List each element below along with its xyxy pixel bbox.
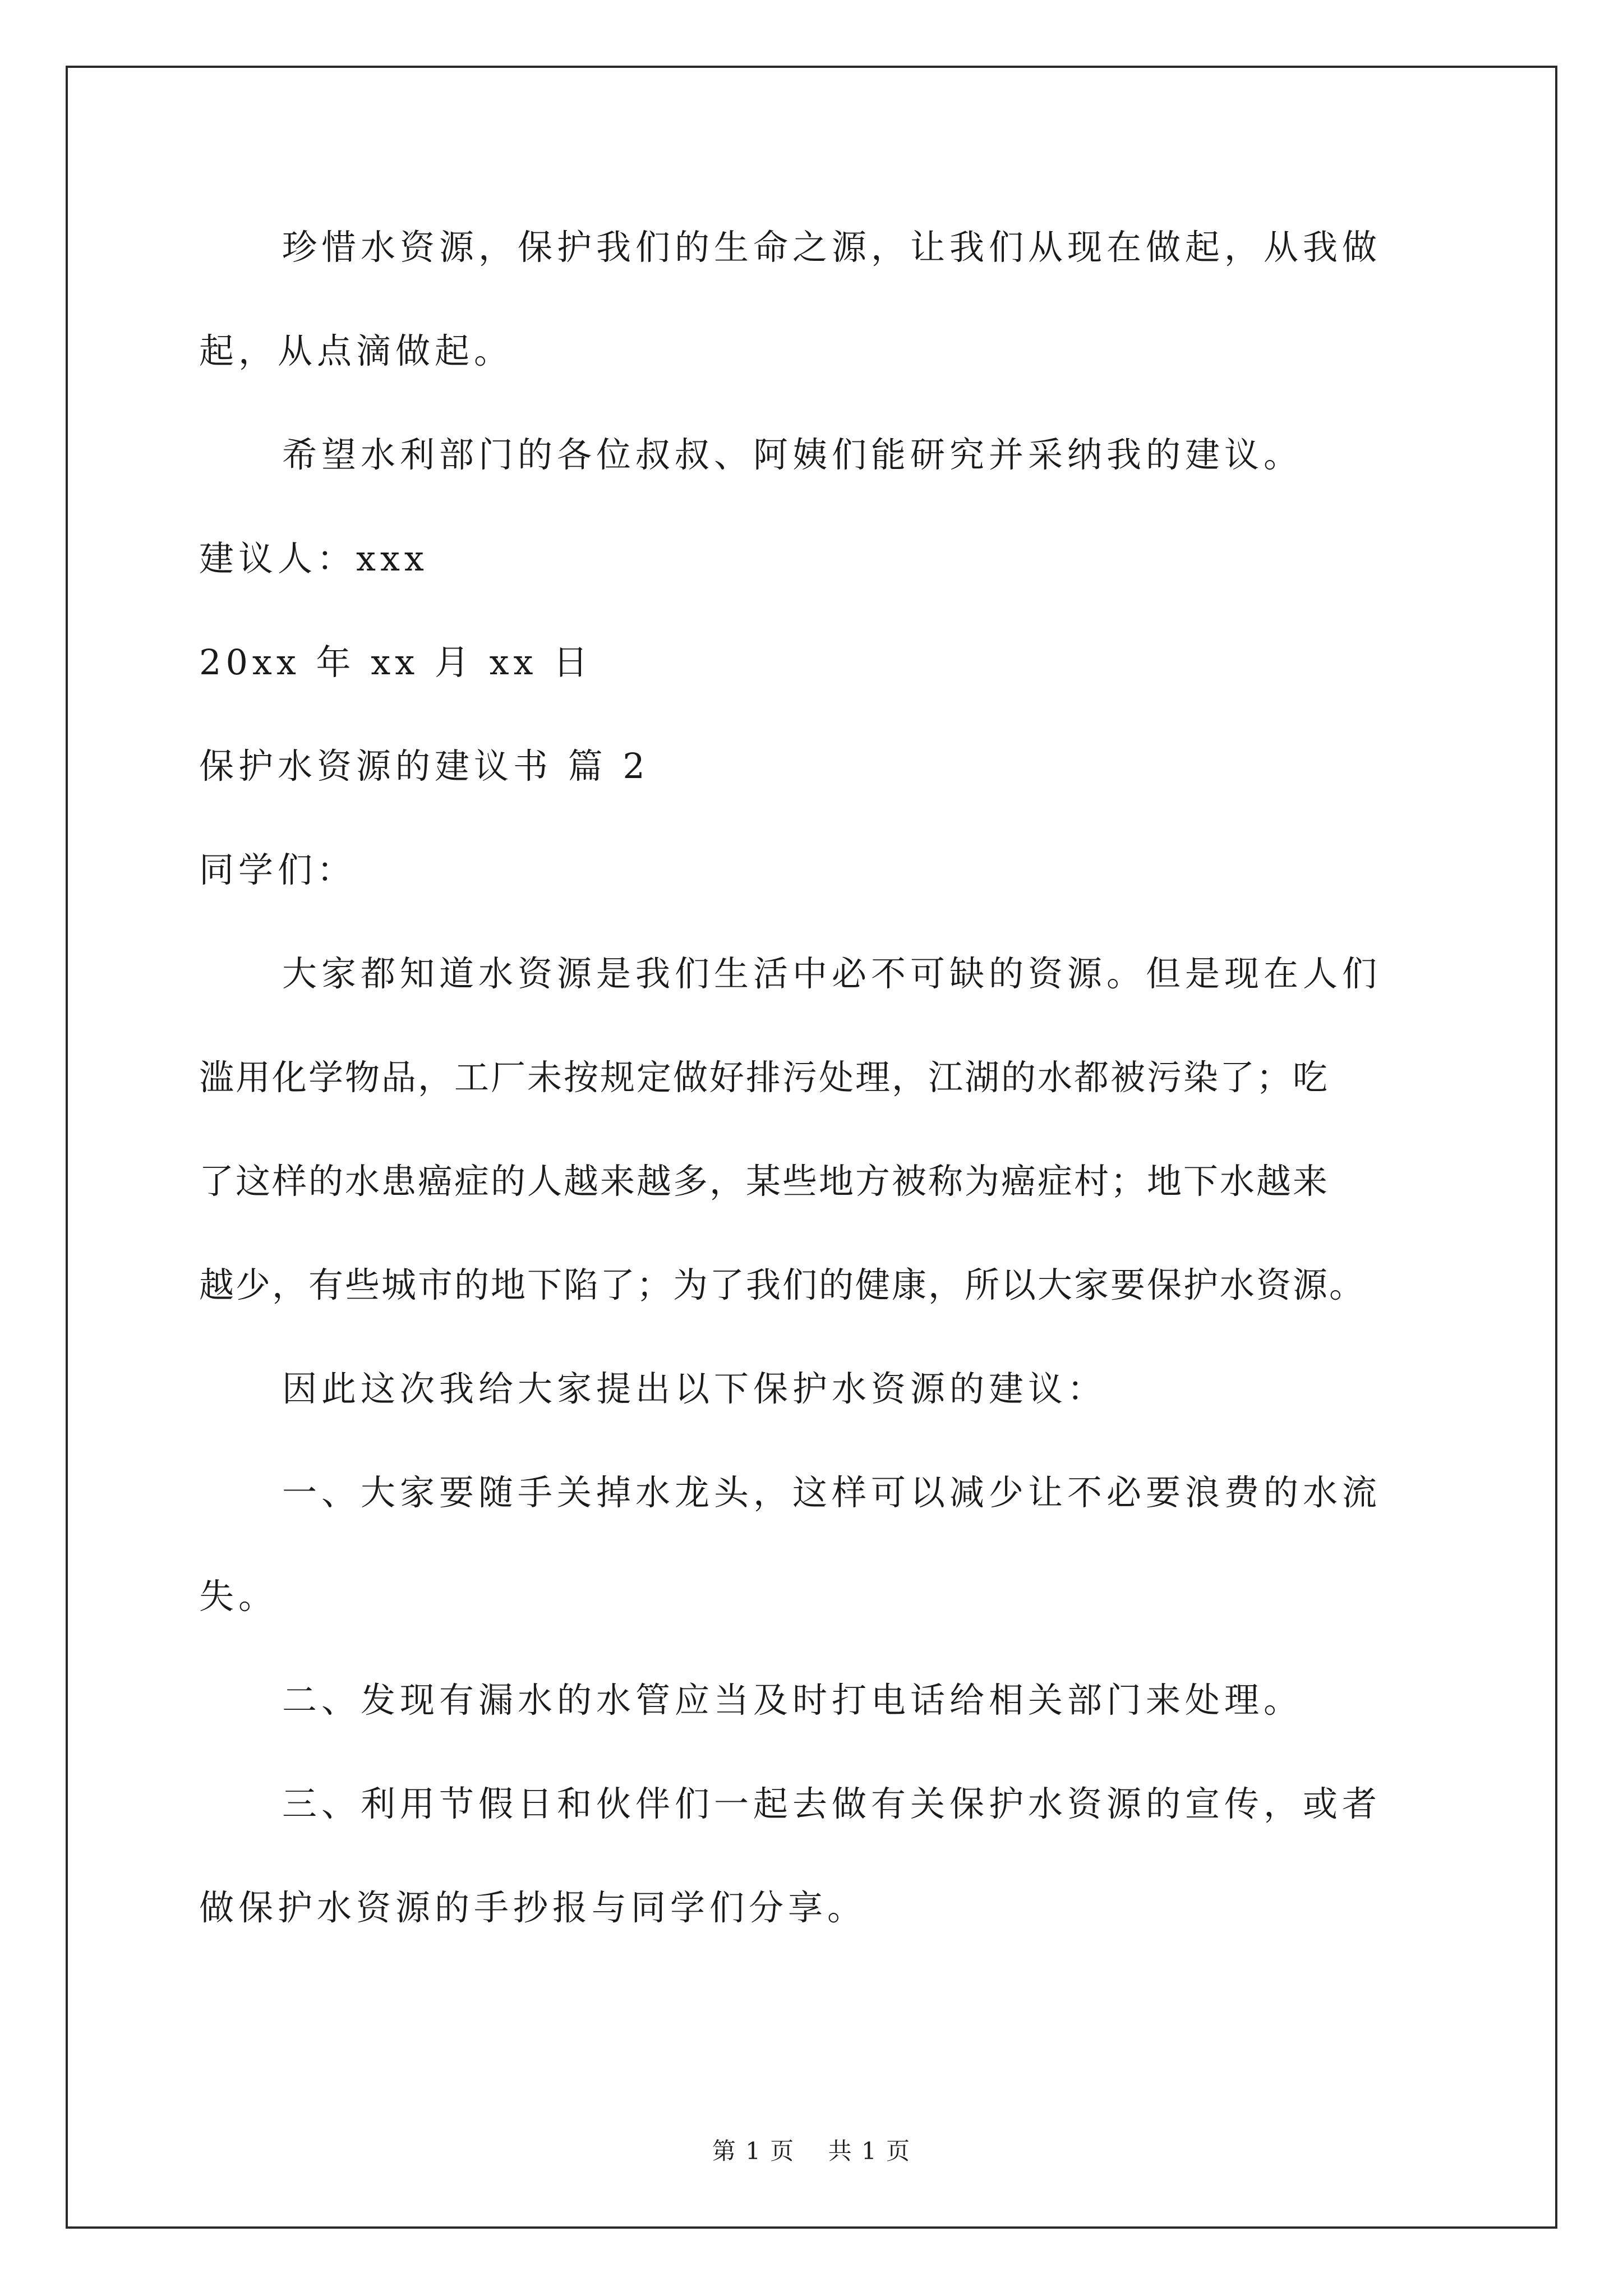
paragraph-line: 因此这次我给大家提出以下保护水资源的建议： (282, 1368, 1107, 1409)
list-item: 三、利用节假日和伙伴们一起去做有关保护水资源的宣传，或者 (282, 1783, 1382, 1824)
signature-line: 建议人：xxx (199, 538, 428, 579)
paragraph-line: 起，从点滴做起。 (199, 330, 514, 371)
paragraph-line: 越少，有些城市的地下陷了；为了我们的健康，所以大家要保护水资源。 (199, 1264, 1366, 1305)
page-number: 第 1 页 (712, 2137, 795, 2165)
salutation: 同学们： (199, 849, 357, 890)
paragraph-line: 滥用化学物品，工厂未按规定做好排污处理，江湖的水都被污染了；吃 (199, 1057, 1330, 1098)
paragraph-line: 做保护水资源的手抄报与同学们分享。 (199, 1887, 867, 1928)
section-heading: 保护水资源的建议书 篇 2 (199, 746, 649, 786)
page-count: 共 1 页 (828, 2137, 911, 2165)
paragraph-line: 了这样的水患癌症的人越来越多，某些地方被称为癌症村；地下水越来 (199, 1161, 1330, 1202)
date-line: 20xx 年 xx 月 xx 日 (199, 642, 593, 683)
list-item: 一、大家要随手关掉水龙头，这样可以减少让不必要浪费的水流 (282, 1472, 1382, 1513)
list-item: 二、发现有漏水的水管应当及时打电话给相关部门来处理。 (282, 1680, 1303, 1720)
paragraph-line: 大家都知道水资源是我们生活中必不可缺的资源。但是现在人们 (282, 953, 1382, 994)
paragraph-line: 失。 (199, 1576, 278, 1617)
paragraph-line: 珍惜水资源，保护我们的生命之源，让我们从现在做起，从我做 (282, 227, 1382, 268)
paragraph-line: 希望水利部门的各位叔叔、阿姨们能研究并采纳我的建议。 (282, 434, 1303, 475)
page-footer (0, 2133, 1623, 2166)
